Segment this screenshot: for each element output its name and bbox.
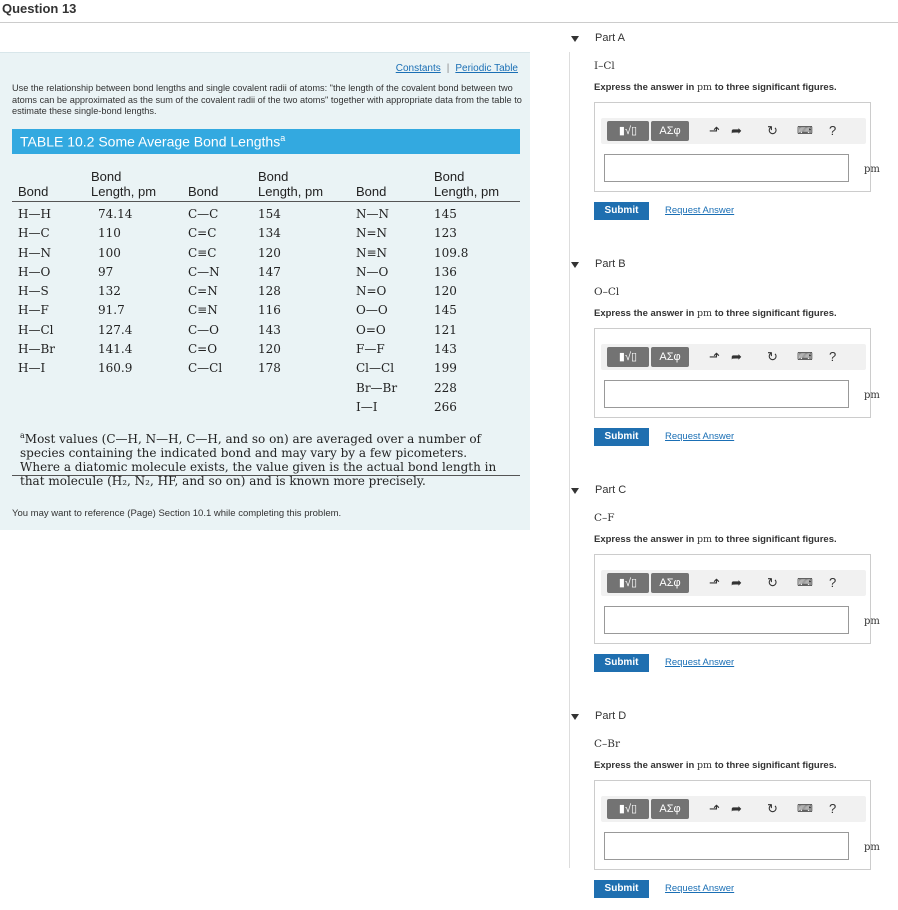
answer-input[interactable] bbox=[604, 380, 849, 408]
answer-input[interactable] bbox=[604, 832, 849, 860]
answer-box bbox=[594, 780, 871, 870]
table-row bbox=[12, 205, 520, 224]
redo-icon[interactable]: ➦ bbox=[731, 123, 742, 138]
part-label: Part C bbox=[595, 484, 627, 496]
redo-icon[interactable]: ➦ bbox=[731, 575, 742, 590]
reset-icon[interactable]: ↻ bbox=[767, 801, 778, 816]
collapse-triangle-icon[interactable] bbox=[571, 714, 579, 720]
length-cell: 147 bbox=[258, 264, 281, 279]
length-cell: 100 bbox=[98, 245, 121, 260]
instruction-unit: pm bbox=[696, 308, 713, 319]
length-cell: 120 bbox=[434, 284, 457, 299]
bond-cell: C—O bbox=[188, 322, 220, 337]
reset-icon[interactable]: ↻ bbox=[767, 349, 778, 364]
bond-cell: O=O bbox=[356, 322, 386, 337]
bond-cell: N≡N bbox=[356, 245, 388, 260]
answer-box bbox=[594, 554, 871, 644]
length-cell: 123 bbox=[434, 226, 457, 241]
math-toolbar bbox=[601, 118, 866, 144]
undo-icon[interactable]: ⬏ bbox=[709, 349, 720, 364]
redo-icon[interactable]: ➦ bbox=[731, 801, 742, 816]
problem-panel bbox=[0, 52, 530, 530]
part-c bbox=[565, 484, 898, 684]
bond-cell: N—O bbox=[356, 264, 389, 279]
part-a bbox=[565, 32, 898, 232]
length-cell: 132 bbox=[98, 284, 121, 299]
length-cell: 120 bbox=[258, 342, 281, 357]
length-cell: 116 bbox=[258, 303, 281, 318]
math-toolbar bbox=[601, 344, 866, 370]
answer-unit: pm bbox=[864, 842, 880, 853]
col-head-length-1-top: Bond bbox=[91, 169, 122, 184]
bond-cell: O—O bbox=[356, 303, 388, 318]
length-cell: 136 bbox=[434, 264, 457, 279]
length-cell: 128 bbox=[258, 284, 281, 299]
request-answer-link[interactable]: Request Answer bbox=[665, 431, 735, 442]
greek-symbols-button[interactable]: ΑΣφ bbox=[651, 799, 689, 819]
table-row bbox=[12, 263, 520, 282]
col-head-bond-1: Bond bbox=[18, 184, 49, 199]
bond-cell: C—N bbox=[188, 264, 220, 279]
title-divider bbox=[0, 22, 898, 23]
length-cell: 141.4 bbox=[98, 342, 133, 357]
bond-cell: N—N bbox=[356, 207, 389, 221]
col-head-length-1-bottom: Length, pm bbox=[91, 184, 157, 199]
part-label: Part D bbox=[595, 710, 627, 722]
bond-cell: H—O bbox=[18, 264, 51, 279]
col-head-length-2-bottom: Length, pm bbox=[258, 184, 324, 199]
instruction-unit: pm bbox=[696, 760, 713, 771]
answer-unit: pm bbox=[864, 390, 880, 401]
bond-formula: O–Cl bbox=[594, 286, 620, 298]
part-b bbox=[565, 258, 898, 458]
bond-formula: C–F bbox=[594, 512, 615, 524]
help-button[interactable]: ? bbox=[829, 123, 837, 138]
col-head-bond-2: Bond bbox=[188, 184, 219, 199]
submit-button[interactable]: Submit bbox=[594, 428, 649, 446]
part-label: Part A bbox=[595, 32, 625, 44]
submit-button[interactable]: Submit bbox=[594, 880, 649, 898]
length-cell: 110 bbox=[98, 226, 121, 241]
length-cell: 228 bbox=[434, 380, 457, 395]
resource-links bbox=[396, 63, 518, 74]
problem-intro: Use the relationship between bond lengths and single covalent radii of atoms: "the length of the covalent bond between two atoms can be approximated as the sum of the covalent radii of the two atoms" together with appropriate data from the table to estimate these single-bond lengths. bbox=[12, 83, 522, 116]
length-cell: 143 bbox=[434, 342, 457, 357]
constants-link[interactable]: Constants bbox=[395, 63, 441, 74]
collapse-triangle-icon[interactable] bbox=[571, 262, 579, 268]
request-answer-link[interactable]: Request Answer bbox=[665, 205, 735, 216]
length-cell: 74.14 bbox=[98, 207, 133, 221]
link-separator: | bbox=[446, 63, 450, 74]
bond-cell: H—Br bbox=[18, 342, 56, 357]
length-cell: 134 bbox=[258, 226, 281, 241]
table-title-footnote-mark: a bbox=[280, 133, 286, 143]
undo-icon[interactable]: ⬏ bbox=[709, 801, 720, 816]
length-cell: 97 bbox=[98, 264, 114, 279]
request-answer-link[interactable]: Request Answer bbox=[665, 657, 735, 668]
help-button[interactable]: ? bbox=[829, 349, 837, 364]
instruction-unit: pm bbox=[696, 534, 713, 545]
answer-box bbox=[594, 328, 871, 418]
reset-icon[interactable]: ↻ bbox=[767, 123, 778, 138]
table-row bbox=[12, 398, 520, 417]
help-button[interactable]: ? bbox=[829, 575, 837, 590]
bond-cell: C≡C bbox=[188, 245, 217, 260]
length-cell: 145 bbox=[434, 303, 457, 318]
length-cell: 143 bbox=[258, 322, 281, 337]
bond-cell: H—N bbox=[18, 245, 51, 260]
bond-cell: C=O bbox=[188, 342, 218, 357]
bond-cell: H—C bbox=[18, 226, 50, 241]
greek-symbols-button[interactable]: ΑΣφ bbox=[651, 121, 689, 141]
part-label: Part B bbox=[595, 258, 626, 270]
footnote-text: Most values (C—H, N—H, C—H, and so on) are averaged over a number of species containing the indicated bond and may vary by a few picometers. Where a diatomic molecule exists, the value given is the actual bond length in that molecule (H₂, N₂, HF, and so on) and is known more precisely. bbox=[20, 432, 497, 488]
greek-symbols-button[interactable]: ΑΣφ bbox=[651, 347, 689, 367]
instruction-end: to three significant figures. bbox=[714, 534, 837, 545]
col-head-bond-3: Bond bbox=[356, 184, 387, 199]
table-row bbox=[12, 301, 520, 320]
bond-cell: H—Cl bbox=[18, 322, 54, 337]
instruction-text bbox=[594, 760, 837, 771]
length-cell: 127.4 bbox=[98, 322, 133, 337]
bond-cell: N=N bbox=[356, 226, 388, 241]
col-head-length-3-top: Bond bbox=[434, 169, 465, 184]
templates-button[interactable]: ▮√▯ bbox=[607, 347, 649, 367]
reset-icon[interactable]: ↻ bbox=[767, 575, 778, 590]
answer-input[interactable] bbox=[604, 154, 849, 182]
table-title bbox=[12, 129, 520, 154]
bond-cell: I—I bbox=[356, 399, 378, 414]
greek-symbols-button[interactable]: ΑΣφ bbox=[651, 573, 689, 593]
length-cell: 199 bbox=[434, 361, 457, 376]
bond-cell: H—I bbox=[18, 361, 46, 376]
length-cell: 154 bbox=[258, 207, 281, 221]
length-cell: 120 bbox=[258, 245, 281, 260]
part-header[interactable] bbox=[565, 32, 898, 48]
table-row bbox=[12, 282, 520, 301]
table-row bbox=[12, 224, 520, 243]
question-title: Question 13 bbox=[2, 1, 77, 16]
bond-cell: N=O bbox=[356, 284, 387, 299]
bond-cell: H—F bbox=[18, 303, 49, 318]
col-head-length-2-top: Bond bbox=[258, 169, 289, 184]
help-button[interactable]: ? bbox=[829, 801, 837, 816]
length-cell: 91.7 bbox=[98, 303, 125, 318]
length-cell: 109.8 bbox=[434, 245, 469, 260]
table-title-text: TABLE 10.2 Some Average Bond Lengths bbox=[20, 133, 281, 150]
col-head-length-3-bottom: Length, pm bbox=[434, 184, 500, 199]
instruction-unit: pm bbox=[696, 82, 713, 93]
bond-cell: C=C bbox=[188, 226, 217, 241]
collapse-triangle-icon[interactable] bbox=[571, 488, 579, 494]
bond-cell: C—Cl bbox=[188, 361, 223, 376]
bond-cell: C—C bbox=[188, 207, 219, 221]
keyboard-icon[interactable]: ⌨ bbox=[797, 803, 813, 815]
bond-formula: C–Br bbox=[594, 738, 621, 750]
answer-input[interactable] bbox=[604, 606, 849, 634]
bond-cell: Cl—Cl bbox=[356, 361, 395, 376]
footnote-mark: a bbox=[20, 431, 25, 440]
bond-cell: C≡N bbox=[188, 303, 218, 318]
redo-icon[interactable]: ➦ bbox=[731, 349, 742, 364]
answer-unit: pm bbox=[864, 164, 880, 175]
submit-button[interactable]: Submit bbox=[594, 654, 649, 672]
keyboard-icon[interactable]: ⌨ bbox=[797, 351, 813, 363]
instruction-end: to three significant figures. bbox=[714, 308, 837, 319]
templates-button[interactable]: ▮√▯ bbox=[607, 121, 649, 141]
instruction-start: Express the answer in bbox=[594, 308, 695, 319]
bond-cell: H—H bbox=[18, 207, 51, 221]
instruction-text bbox=[594, 534, 837, 545]
collapse-triangle-icon[interactable] bbox=[571, 36, 579, 42]
undo-icon[interactable]: ⬏ bbox=[709, 575, 720, 590]
instruction-start: Express the answer in bbox=[594, 760, 695, 771]
table-column-headers bbox=[12, 154, 520, 202]
templates-button[interactable]: ▮√▯ bbox=[607, 799, 649, 819]
bond-formula: I–Cl bbox=[594, 60, 615, 72]
bond-cell: F—F bbox=[356, 342, 385, 357]
section-reference: You may want to reference (Page) Section 10.1 while completing this problem. bbox=[12, 508, 342, 519]
math-toolbar bbox=[601, 796, 866, 822]
length-cell: 160.9 bbox=[98, 361, 133, 376]
instruction-end: to three significant figures. bbox=[714, 82, 837, 93]
table-body bbox=[12, 205, 520, 417]
submit-button[interactable]: Submit bbox=[594, 202, 649, 220]
length-cell: 145 bbox=[434, 207, 457, 221]
request-answer-link[interactable]: Request Answer bbox=[665, 883, 735, 894]
table-row bbox=[12, 244, 520, 263]
answer-box bbox=[594, 102, 871, 192]
length-cell: 178 bbox=[258, 361, 281, 376]
answer-unit: pm bbox=[864, 616, 880, 627]
keyboard-icon[interactable]: ⌨ bbox=[797, 577, 813, 589]
bond-cell: H—S bbox=[18, 284, 49, 299]
periodic-table-link[interactable]: Periodic Table bbox=[455, 63, 518, 74]
undo-icon[interactable]: ⬏ bbox=[709, 123, 720, 138]
instruction-start: Express the answer in bbox=[594, 82, 695, 93]
math-toolbar bbox=[601, 570, 866, 596]
table-row bbox=[12, 359, 520, 378]
table-row bbox=[12, 379, 520, 398]
part-header[interactable] bbox=[565, 258, 898, 274]
templates-button[interactable]: ▮√▯ bbox=[607, 573, 649, 593]
instruction-start: Express the answer in bbox=[594, 534, 695, 545]
length-cell: 266 bbox=[434, 399, 457, 414]
part-d bbox=[565, 710, 898, 910]
table-row bbox=[12, 340, 520, 359]
instruction-end: to three significant figures. bbox=[714, 760, 837, 771]
table-row bbox=[12, 321, 520, 340]
bond-cell: Br—Br bbox=[356, 380, 398, 395]
length-cell: 121 bbox=[434, 322, 457, 337]
table-footnote bbox=[20, 429, 510, 488]
bond-cell: C=N bbox=[188, 284, 218, 299]
instruction-text bbox=[594, 308, 837, 319]
keyboard-icon[interactable]: ⌨ bbox=[797, 125, 813, 137]
instruction-text bbox=[594, 82, 837, 93]
part-header[interactable] bbox=[565, 710, 898, 726]
part-header[interactable] bbox=[565, 484, 898, 500]
